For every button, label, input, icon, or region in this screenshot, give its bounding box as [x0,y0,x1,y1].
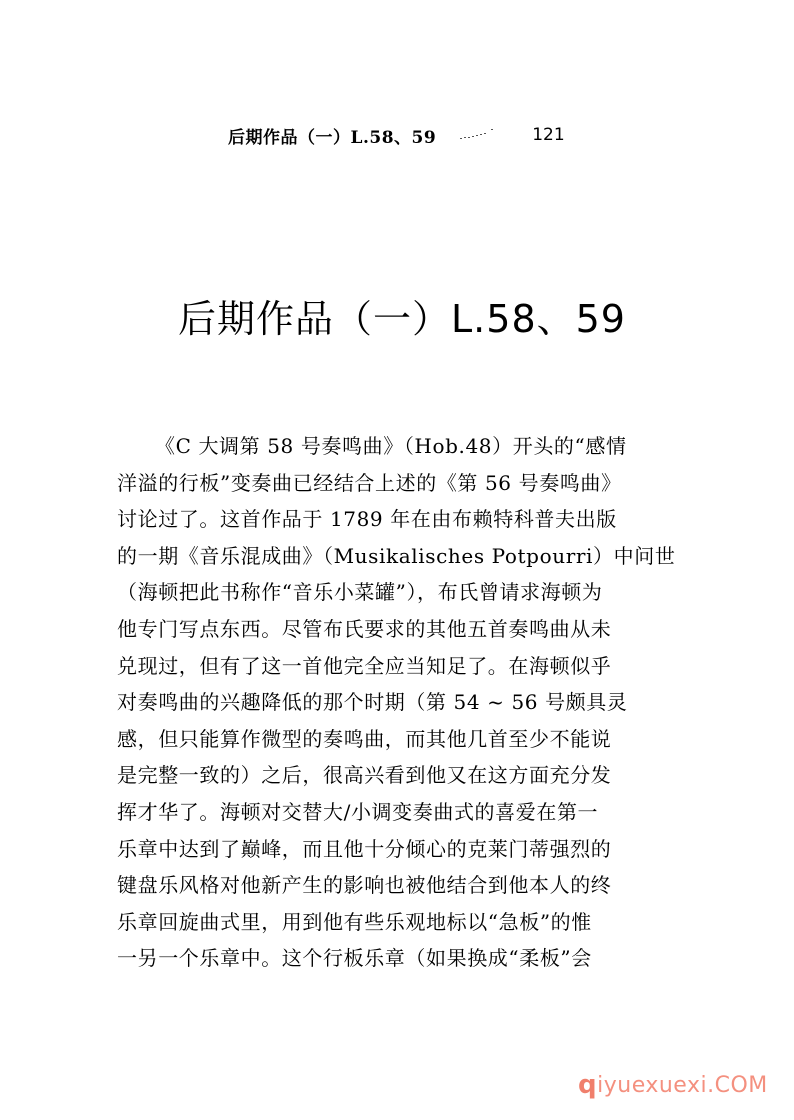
running-header-title: 后期作品（一）L.58、59 [228,127,437,148]
body-line: 感，但只能算作微型的奏鸣曲，而其他几首至少不能说 [117,726,612,751]
body-line: 挥才华了。海顿对交替大/小调变奏曲式的喜爱在第一 [117,799,599,824]
chapter-title: 后期作品（一）L.58、59 [178,297,626,341]
body-line: 洋溢的行板”变奏曲已经结合上述的《第 56 号奏鸣曲》 [117,470,622,495]
body-line: 《C 大调第 58 号奏鸣曲》（Hob.48）开头的“感情 [155,434,627,458]
page-number: 121 [532,125,565,145]
body-line: 兑现过，但有了这一首他完全应当知足了。在海顿似乎 [117,653,612,678]
body-line: 乐章回旋曲式里，用到他有些乐观地标以“急板”的惟 [117,909,592,934]
body-line: 是完整一致的）之后，很高兴看到他又在这方面充分发 [117,763,612,788]
body-line: 的一期《音乐混成曲》（Musikalisches Potpourri）中问世 [117,543,676,568]
watermark-logo-icon: q [578,1070,598,1100]
watermark [578,1070,768,1100]
body-paragraph [117,428,677,977]
body-line: 对奏鸣曲的兴趣降低的那个时期（第 54 ~ 56 号颇具灵 [117,690,628,715]
body-line: 讨论过了。这首作品于 1789 年在由布赖特科普夫出版 [117,507,617,532]
running-header [228,122,648,148]
body-line: 键盘乐风格对他新产生的影响也被他结合到他本人的终 [117,873,612,898]
body-line: 乐章中达到了巅峰，而且他十分倾心的克莱门蒂强烈的 [117,836,612,861]
watermark-text: iyuexuexi.COM [597,1072,768,1098]
body-line: 他专门写点东西。尽管布氏要求的其他五首奏鸣曲从未 [117,616,612,641]
ornament-icon [458,128,498,142]
body-line: 一另一个乐章中。这个行板乐章（如果换成“柔板”会 [117,946,592,971]
body-line: （海顿把此书称作“音乐小菜罐”），布氏曾请求海顿为 [117,580,603,605]
